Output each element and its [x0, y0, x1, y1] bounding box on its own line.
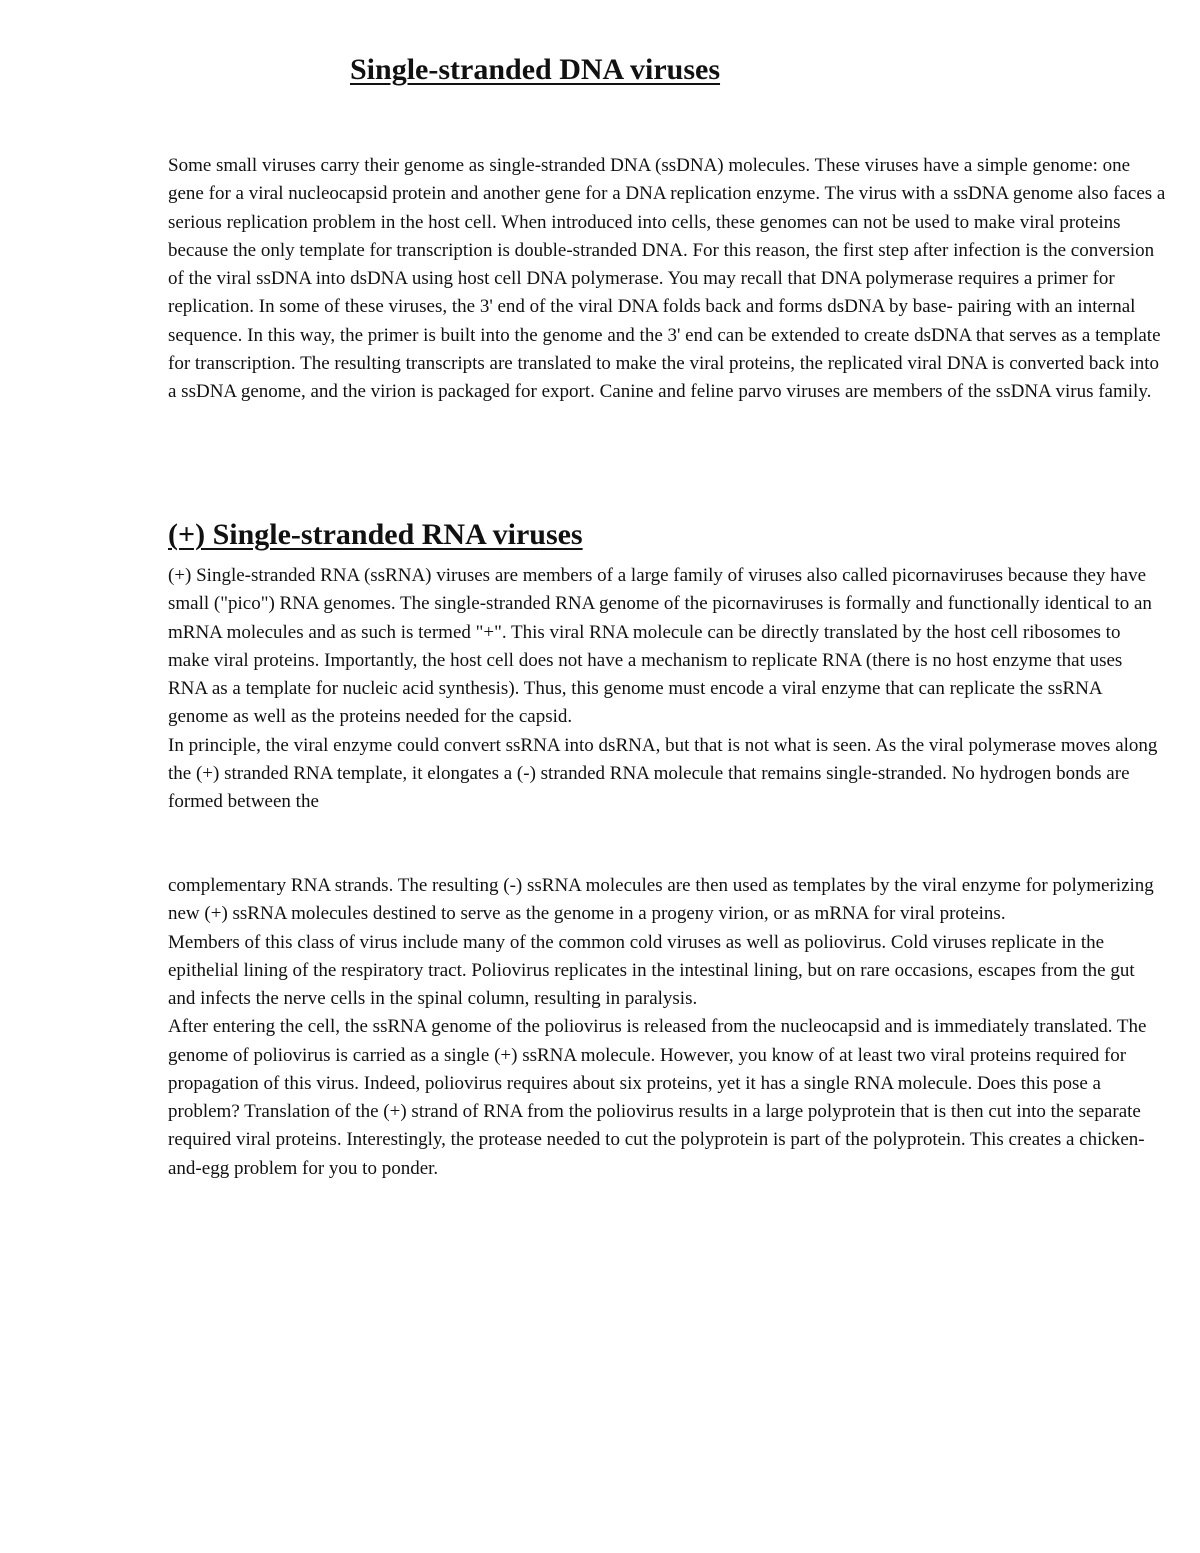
- ssrna-section-heading: (+) Single-stranded RNA viruses: [168, 518, 583, 551]
- ssrna-section-part-2: [168, 872, 1166, 1183]
- ssrna-paragraph-4: Members of this class of virus include many of the common cold viruses as well as poliovirus. Cold viruses replicate in the epithelial lining of the respiratory tract. Poliovirus replicates in the intestinal lining, but on rare occasions, escapes from the gut and infects the nerve cells in the spinal column, resulting in paralysis.: [168, 931, 1135, 1009]
- ssrna-paragraph-5: After entering the cell, the ssRNA genome of the poliovirus is released from the nucleocapsid and is immediately translated. The genome of poliovirus is carried as a single (+) ssRNA molecule. However, you know of at least two viral proteins required for propagation of this virus. Indeed, poliovirus requires about six proteins, yet it has a single RNA molecule. Does this pose a problem? Translation of the (+) strand of RNA from the poliovirus results in a large polyprotein that is then cut into the separate required viral proteins. Interestingly, the protease needed to cut the polyprotein is part of the polyprotein. This creates a chicken-and-egg problem for you to ponder.: [168, 1016, 1147, 1179]
- ssrna-section-part-1: [168, 562, 1166, 816]
- ssrna-paragraph-3: complementary RNA strands. The resulting (-) ssRNA molecules are then used as templates by the viral enzyme for polymerizing new (+) ssRNA molecules destined to serve as the genome in a progeny virion, or as mRNA for viral proteins.: [168, 875, 1154, 925]
- ssrna-paragraph-2: In principle, the viral enzyme could convert ssRNA into dsRNA, but that is not what is seen. As the viral polymerase moves along the (+) stranded RNA template, it elongates a (-) stranded RNA molecule that remains single-stranded. No hydrogen bonds are formed between the: [168, 734, 1158, 812]
- ssrna-paragraph-1: (+) Single-stranded RNA (ssRNA) viruses are members of a large family of viruses also called picornaviruses because they have small ("pico") RNA genomes. The single-stranded RNA genome of the picornaviruses is formally and functionally identical to an mRNA molecules and as such is termed "+". This viral RNA molecule can be directly translated by the host cell ribosomes to make viral proteins. Importantly, the host cell does not have a mechanism to replicate RNA (there is no host enzyme that uses RNA as a template for nucleic acid synthesis). Thus, this genome must encode a viral enzyme that can replicate the ssRNA genome as well as the proteins needed for the capsid.: [168, 565, 1152, 728]
- ssdna-section: [168, 152, 1166, 406]
- page-title: Single-stranded DNA viruses: [350, 53, 721, 86]
- ssdna-paragraph: Some small viruses carry their genome as single-stranded DNA (ssDNA) molecules. These viruses have a simple genome: one gene for a viral nucleocapsid protein and another gene for a DNA replication enzyme. The virus with a ssDNA genome also faces a serious replication problem in the host cell. When introduced into cells, these genomes can not be used to make viral proteins because the only template for transcription is double-stranded DNA. For this reason, the first step after infection is the conversion of the viral ssDNA into dsDNA using host cell DNA polymerase. You may recall that DNA polymerase requires a primer for replication. In some of these viruses, the 3' end of the viral DNA folds back and forms dsDNA by base- pairing with an internal sequence. In this way, the primer is built into the genome and the 3' end can be extended to create dsDNA that serves as a template for transcription. The resulting transcripts are translated to make the viral proteins, the replicated viral DNA is converted back into a ssDNA genome, and the virion is packaged for export. Canine and feline parvo viruses are members of the ssDNA virus family.: [168, 155, 1166, 402]
